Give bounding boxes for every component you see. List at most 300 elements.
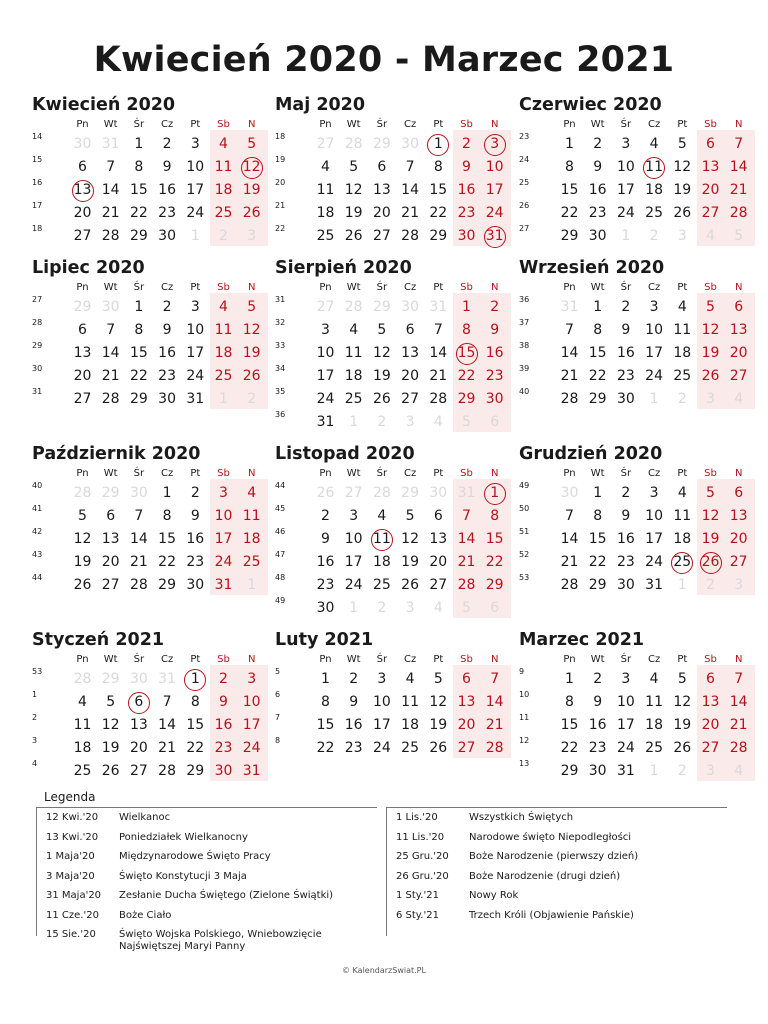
day-cell: 20 [701,182,720,198]
day-cell: 20 [372,205,391,221]
day-cell: 15 [429,182,448,198]
week-number: 38 [519,341,530,350]
week-number: 43 [32,550,43,559]
day-cell: 6 [78,159,87,175]
legend-date: 15 Sie.'20 [46,929,96,940]
weekday-header: Śr [376,119,388,130]
day-cell: 19 [701,345,720,361]
day-cell: 21 [560,368,579,384]
day-cell: 26 [101,763,120,779]
weekday-header: Pn [76,654,89,665]
week-number: 34 [275,364,286,373]
weekday-header: Sb [704,654,717,665]
day-cell-adjacent-month: 1 [677,577,687,593]
day-cell: 9 [321,531,330,547]
day-cell-adjacent-month: 1 [190,228,200,244]
legend-date: 11 Cze.'20 [46,909,99,921]
day-cell-adjacent-month: 2 [677,391,687,407]
day-cell: 24 [186,205,205,221]
day-cell: 9 [593,159,603,175]
day-cell: 27 [401,391,419,407]
day-cell: 12 [372,345,391,361]
day-cell: 24 [372,740,391,756]
day-cell: 9 [219,694,228,710]
day-cell: 31 [485,228,504,244]
day-cell: 12 [344,182,363,198]
day-cell-adjacent-month: 31 [429,299,448,315]
weekday-header: N [734,468,743,479]
day-cell-adjacent-month: 5 [462,414,471,430]
day-cell: 2 [593,671,603,687]
week-number: 6 [275,690,281,699]
day-cell: 16 [214,717,233,733]
weekday-header: Śr [620,654,632,665]
weekday-header: Pt [677,654,688,665]
day-cell: 6 [78,322,87,338]
day-cell: 23 [158,205,176,221]
weekday-header: Cz [647,119,661,130]
day-cell-adjacent-month: 2 [649,228,659,244]
week-number: 52 [519,550,530,559]
weekday-header: Śr [376,282,388,293]
day-cell: 3 [377,671,387,687]
day-cell-adjacent-month: 30 [129,485,148,501]
day-cell: 19 [344,205,363,221]
day-cell-adjacent-month: 3 [405,414,415,430]
day-cell: 4 [649,136,659,152]
day-cell-adjacent-month: 1 [649,763,659,779]
day-cell: 21 [485,717,504,733]
day-cell: 26 [673,740,692,756]
day-cell: 11 [673,322,692,338]
day-cell: 23 [485,368,504,384]
weekday-header: Pn [319,282,332,293]
weekday-header: N [734,654,743,665]
day-cell: 24 [344,577,363,593]
holiday-circle [671,552,693,574]
weekday-header: N [490,119,499,130]
day-cell: 30 [457,228,476,244]
month-block [519,444,749,597]
day-cell: 25 [344,391,363,407]
day-cell: 3 [190,136,200,152]
day-cell: 4 [677,485,687,501]
day-cell-adjacent-month: 26 [316,485,335,501]
day-cell-adjacent-month: 2 [219,228,228,244]
weekday-header: Cz [403,282,417,293]
weekday-header: Sb [460,119,473,130]
day-cell: 21 [401,205,419,221]
legend-date: 3 Maja'20 [46,870,95,882]
legend-date: 31 Maja'20 [46,890,102,901]
day-cell-adjacent-month: 29 [401,485,419,501]
day-cell: 13 [457,694,476,710]
week-number: 24 [519,155,530,164]
weekday-header: Wt [346,282,361,293]
weekday-header: Sb [460,468,473,479]
day-cell-adjacent-month: 2 [677,763,687,779]
day-cell: 4 [349,322,359,338]
day-cell-adjacent-month: 1 [649,391,659,407]
day-cell: 30 [186,577,205,593]
month-block [32,258,262,411]
day-cell: 14 [560,531,579,547]
day-cell: 22 [129,368,148,384]
weekday-header: Sb [217,468,230,479]
week-number: 1 [32,690,38,699]
day-cell: 26 [673,205,692,221]
weekday-header: Pn [563,654,576,665]
weekday-header: Pn [563,282,576,293]
day-cell: 4 [649,671,659,687]
day-cell: 17 [485,182,504,198]
week-number: 16 [32,178,43,187]
day-cell: 30 [485,391,504,407]
month-block [275,258,505,434]
day-cell: 7 [565,508,574,524]
weekday-header: Pn [76,282,89,293]
day-cell: 3 [219,485,228,501]
day-cell-adjacent-month: 28 [73,671,92,687]
footer-copyright: © KalendarzSwiat.PL [342,966,426,975]
day-cell: 21 [429,368,448,384]
legend-holiday: Trzech Króli (Objawienie Pańskie) [469,909,634,921]
month-block [32,95,262,248]
day-cell-adjacent-month: 30 [129,671,148,687]
day-cell: 21 [560,554,579,570]
day-cell: 9 [349,694,359,710]
legend-holiday: Święto Wojska Polskiego, Wniebowzięcie Najświętszej Maryi Panny [119,929,322,952]
weekday-header: Sb [460,282,473,293]
day-cell-adjacent-month: 31 [158,671,176,687]
day-cell: 5 [677,671,687,687]
day-cell: 17 [186,345,205,361]
week-number: 7 [275,713,281,722]
day-cell-adjacent-month: 30 [401,299,419,315]
week-number: 53 [519,573,530,582]
day-cell: 13 [73,182,92,198]
week-number: 41 [32,504,43,513]
weekday-header: Wt [590,282,605,293]
weekday-header: Sb [704,468,717,479]
day-cell: 26 [73,577,92,593]
day-cell: 17 [344,554,363,570]
legend-holiday: Zesłanie Ducha Świętego (Zielone Świątki) [119,890,334,901]
day-cell: 18 [645,717,663,733]
day-cell: 28 [729,205,748,221]
day-cell: 22 [588,554,607,570]
day-cell: 4 [405,671,415,687]
day-cell: 8 [462,322,471,338]
day-cell: 13 [73,345,92,361]
day-cell: 7 [734,671,744,687]
weekday-header: N [247,654,256,665]
day-cell: 27 [729,368,748,384]
day-cell: 22 [158,554,176,570]
day-cell: 4 [677,299,687,315]
day-cell: 23 [158,368,176,384]
day-cell: 2 [593,136,603,152]
day-cell: 31 [645,577,663,593]
day-cell: 21 [129,554,148,570]
legend-date: 26 Gru.'20 [396,870,449,882]
legend-holiday: Nowy Rok [469,890,519,901]
weekday-header: Pt [433,468,444,479]
month-title: Styczeń 2021 [32,630,165,650]
weekday-header: Pt [190,119,201,130]
day-cell: 14 [457,531,476,547]
weekday-header: Cz [160,119,174,130]
week-number: 31 [32,387,43,396]
day-cell-adjacent-month: 3 [734,577,744,593]
day-cell: 15 [457,345,476,361]
day-cell: 21 [729,182,748,198]
day-cell: 10 [645,508,663,524]
day-cell: 28 [158,763,176,779]
week-number: 25 [519,178,530,187]
day-cell: 4 [219,299,228,315]
legend-date: 25 Gru.'20 [396,851,449,862]
day-cell: 28 [401,228,419,244]
day-cell: 3 [349,508,359,524]
day-cell: 30 [588,763,607,779]
weekday-header: Pt [190,468,201,479]
day-cell: 25 [73,763,92,779]
day-cell: 27 [729,554,748,570]
day-cell: 18 [645,182,663,198]
day-cell: 2 [162,136,172,152]
day-cell: 19 [242,182,261,198]
legend-holiday: Narodowe święto Niepodległości [469,831,632,843]
day-cell: 28 [129,577,148,593]
day-cell: 1 [462,299,471,315]
day-cell: 10 [616,694,635,710]
day-cell-adjacent-month: 4 [433,600,443,616]
day-cell: 15 [588,345,607,361]
day-cell: 19 [73,554,92,570]
day-cell: 8 [433,159,443,175]
day-cell-adjacent-month: 29 [101,671,120,687]
day-cell: 5 [706,299,715,315]
day-cell: 29 [485,577,504,593]
day-cell: 9 [593,694,603,710]
day-cell: 23 [186,554,205,570]
day-cell: 14 [129,531,148,547]
day-cell-adjacent-month: 30 [560,485,579,501]
day-cell-adjacent-month: 1 [219,391,228,407]
day-cell: 30 [214,763,233,779]
day-cell: 25 [316,228,335,244]
day-cell: 4 [321,159,330,175]
weekday-header: Cz [647,468,661,479]
day-cell-adjacent-month: 2 [377,414,387,430]
day-cell: 20 [701,717,720,733]
day-cell: 17 [372,717,391,733]
week-number: 40 [32,481,43,490]
day-cell: 4 [219,136,228,152]
weekday-header: Cz [647,282,661,293]
day-cell: 29 [588,391,607,407]
day-cell: 6 [462,671,471,687]
day-cell: 23 [344,740,363,756]
day-cell: 4 [78,694,87,710]
day-cell: 9 [462,159,471,175]
day-cell-adjacent-month: 2 [706,577,715,593]
day-cell: 11 [673,508,692,524]
day-cell: 26 [429,740,448,756]
weekday-header: Śr [133,654,145,665]
day-cell: 24 [316,391,335,407]
day-cell: 14 [729,694,748,710]
legend-date: 12 Kwi.'20 [46,812,99,823]
day-cell: 10 [645,322,663,338]
day-cell: 16 [485,345,504,361]
month-block [275,95,505,248]
day-cell-adjacent-month: 30 [401,136,419,152]
day-cell: 19 [673,182,692,198]
day-cell: 2 [621,485,631,501]
weekday-header: Wt [103,282,118,293]
week-number: 53 [32,667,43,676]
day-cell: 11 [372,531,391,547]
day-cell: 23 [616,554,635,570]
day-cell-adjacent-month: 28 [73,485,92,501]
day-cell: 24 [616,740,635,756]
day-cell: 22 [316,740,335,756]
weekday-header: Pt [433,119,444,130]
day-cell: 7 [106,159,116,175]
weekday-header: Pn [319,119,332,130]
day-cell: 27 [129,763,148,779]
day-cell: 22 [429,205,448,221]
day-cell: 20 [457,717,476,733]
day-cell: 24 [645,368,663,384]
day-cell: 6 [405,322,415,338]
holiday-circle [184,669,206,691]
day-cell-adjacent-month: 28 [372,485,391,501]
week-number: 36 [519,295,530,304]
day-cell: 6 [734,485,744,501]
day-cell: 7 [134,508,144,524]
day-cell: 12 [429,694,448,710]
day-cell: 25 [214,205,233,221]
day-cell: 18 [401,717,419,733]
day-cell-adjacent-month: 27 [316,299,335,315]
day-cell: 16 [344,717,363,733]
day-cell: 20 [101,554,120,570]
month-title: Maj 2020 [275,95,366,115]
day-cell: 15 [129,345,148,361]
day-cell: 17 [186,182,205,198]
weekday-header: Pn [563,468,576,479]
day-cell-adjacent-month: 27 [316,136,335,152]
week-number: 22 [275,224,286,233]
day-cell: 2 [190,485,200,501]
week-number: 12 [519,736,530,745]
day-cell: 7 [462,508,471,524]
day-cell: 1 [490,485,500,501]
holiday-circle [427,134,449,156]
page-title: Kwiecień 2020 - Marzec 2021 [93,40,675,80]
day-cell: 13 [429,531,448,547]
day-cell: 19 [429,717,448,733]
day-cell: 16 [186,531,205,547]
day-cell: 28 [429,391,448,407]
day-cell: 29 [457,391,476,407]
legend-holiday: Święto Konstytucji 3 Maja [119,870,247,882]
day-cell: 27 [701,740,720,756]
day-cell: 3 [621,671,631,687]
week-number: 27 [519,224,530,233]
weekday-header: Śr [620,468,632,479]
day-cell: 25 [645,740,663,756]
weekday-header: Sb [704,282,717,293]
week-number: 36 [275,410,286,419]
month-block [275,630,505,760]
weekday-header: Pn [76,468,89,479]
week-number: 27 [32,295,43,304]
day-cell: 3 [649,485,659,501]
day-cell-adjacent-month: 2 [247,391,257,407]
day-cell-adjacent-month: 3 [247,228,257,244]
month-title: Październik 2020 [32,444,201,464]
legend-holiday: Boże Narodzenie (drugi dzień) [469,870,621,882]
day-cell: 30 [158,391,176,407]
day-cell: 8 [134,322,144,338]
holiday-circle [484,226,506,248]
day-cell: 20 [73,368,92,384]
day-cell: 29 [560,763,579,779]
weekday-header: Wt [590,654,605,665]
weekday-header: Pn [563,119,576,130]
day-cell-adjacent-month: 31 [560,299,579,315]
holiday-circle [241,157,263,179]
day-cell: 3 [649,299,659,315]
day-cell-adjacent-month: 31 [457,485,476,501]
day-cell: 11 [214,159,233,175]
day-cell: 12 [673,694,692,710]
day-cell: 25 [673,554,692,570]
day-cell-adjacent-month: 27 [344,485,363,501]
day-cell: 30 [158,228,176,244]
weekday-header: Wt [590,119,605,130]
weekday-header: N [734,282,743,293]
day-cell: 8 [565,159,574,175]
week-number: 49 [519,481,530,490]
week-number: 21 [275,201,286,210]
day-cell: 12 [73,531,92,547]
day-cell: 30 [616,391,635,407]
week-number: 29 [32,341,43,350]
month-block [32,630,262,783]
day-cell: 16 [616,345,635,361]
week-number: 51 [519,527,530,536]
weekday-header: N [490,282,499,293]
day-cell: 21 [729,717,748,733]
week-number: 30 [32,364,43,373]
day-cell: 7 [490,671,500,687]
weekday-header: Pt [190,282,201,293]
day-cell: 18 [673,531,692,547]
day-cell: 10 [316,345,335,361]
day-cell: 22 [186,740,205,756]
day-cell: 27 [73,228,92,244]
week-number: 42 [32,527,43,536]
weekday-header: Wt [103,119,118,130]
day-cell: 13 [729,322,748,338]
day-cell: 7 [405,159,415,175]
day-cell: 26 [344,228,363,244]
